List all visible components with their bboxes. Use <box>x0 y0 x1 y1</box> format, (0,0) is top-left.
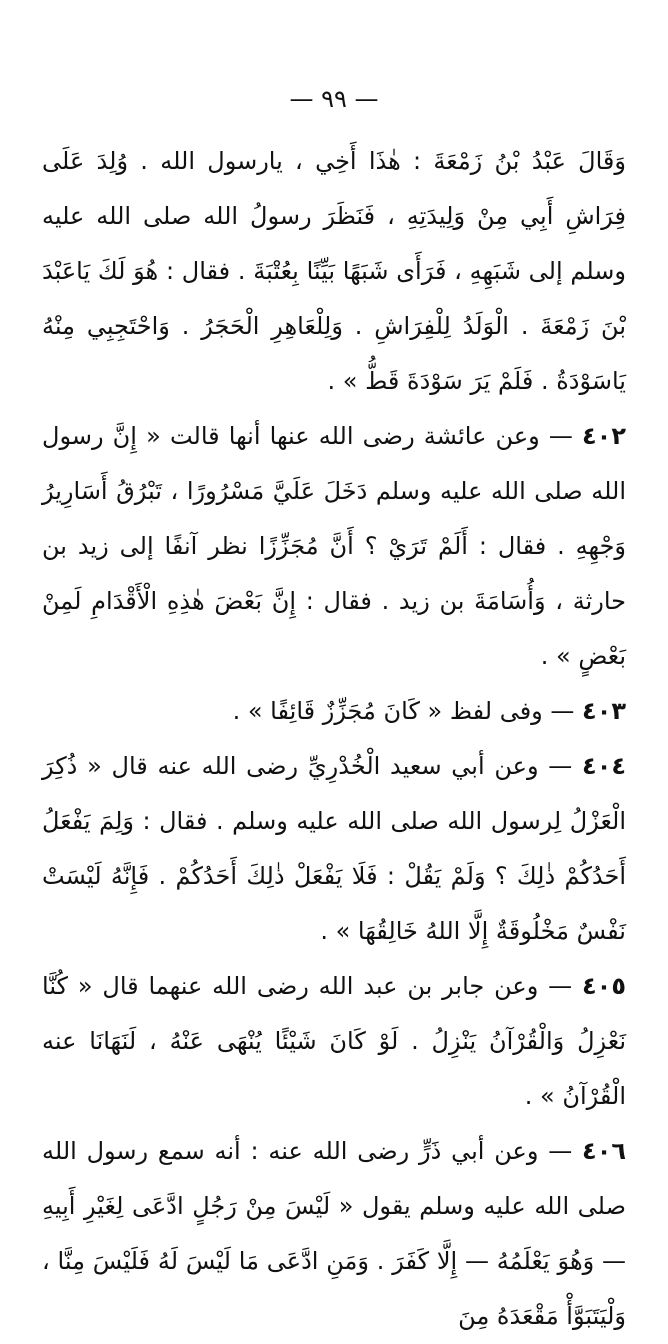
hadith-404 <box>42 739 626 959</box>
hadith-number: ٤٠٥ <box>582 972 626 1000</box>
paragraph-text: — وعن أبي سعيد الْخُدْرِيِّ رضى الله عنه قال « ذُكِرَ الْعَزْلُ لِرسول الله صلى الله عليه وسلم . فقال : وَلِمَ يَفْعَلُ أَحَدُكُمْ ذٰلِكَ ؟ وَلَمْ يَقُلْ : فَلَا يَفْعَلْ ذٰلِكَ أَحَدُكُمْ . فَإِنَّهُ لَيْسَتْ نَفْسٌ مَخْلُوقَةٌ إِلَّا اللهُ خَالِقُهَا » . <box>42 752 626 945</box>
hadith-405 <box>42 959 626 1124</box>
hadith-text <box>42 134 626 1344</box>
hadith-number: ٤٠٣ <box>582 697 626 725</box>
paragraph-text: وَقَالَ عَبْدُ بْنُ زَمْعَةَ : هٰذَا أَخِي ، يارسول الله . وُلِدَ عَلَى فِرَاشِ أَبِي مِنْ وَلِيدَتِهِ ، فَنَظَرَ رسولُ الله صلى الله عليه وسلم إلى شَبَهِهِ ، فَرَأَى شَبَهًا بَيِّنًا بِعُتْبَةَ . فقال : هُوَ لَكَ يَاعَبْدَ بْنَ زَمْعَةَ . الْوَلَدُ لِلْفِرَاشِ . وَلِلْعَاهِرِ الْحَجَرُ . وَاحْتَجِبِي مِنْهُ يَاسَوْدَةُ . فَلَمْ يَرَ سَوْدَةَ قَطُّ » . <box>42 147 626 395</box>
hadith-number: ٤٠٢ <box>582 422 626 450</box>
hadith-406 <box>42 1124 626 1344</box>
hadith-number: ٤٠٦ <box>582 1137 626 1165</box>
hadith-403 <box>42 684 626 739</box>
paragraph-text: — وعن جابر بن عبد الله رضى الله عنهما قال « كُنَّا نَعْزِلُ وَالْقُرْآنُ يَنْزِلُ . لَوْ كَانَ شَيْئًا يُنْهَى عَنْهُ ، لَنَهَانَا عنه الْقُرْآنُ » . <box>42 972 626 1110</box>
hadith-number: ٤٠٤ <box>582 752 626 780</box>
page-number: — ٩٩ — <box>289 85 379 113</box>
paragraph-continuation <box>42 134 626 409</box>
paragraph-text: — وعن عائشة رضى الله عنها أنها قالت « إِنَّ رسول الله صلى الله عليه وسلم دَخَلَ عَلَيَّ مَسْرُورًا ، تَبْرُقُ أَسَارِيرُ وَجْهِهِ . فقال : أَلَمْ تَرَيْ ؟ أَنَّ مُجَزِّزًا نظر آنفًا إلى زيد بن حارثة ، وَأُسَامَةَ بن زيد . فقال : إِنَّ بَعْضَ هٰذِهِ الْأَقْدَامِ لَمِنْ بَعْضٍ » . <box>42 422 626 670</box>
hadith-402 <box>42 409 626 684</box>
paragraph-text: — وفى لفظ « كَانَ مُجَزِّزٌ قَائِفًا » . <box>232 697 575 725</box>
paragraph-text: — وعن أبي ذَرٍّ رضى الله عنه : أنه سمع رسول الله صلى الله عليه وسلم يقول « لَيْسَ مِنْ رَجُلٍ ادَّعَى لِغَيْرِ أَبِيهِ — وَهُوَ يَعْلَمُهُ — إِلَّا كَفَرَ . وَمَنِ ادَّعَى مَا لَيْسَ لَهُ فَلَيْسَ مِنَّا ، وَلْيَتَبَوَّأْ مَقْعَدَهُ مِنَ <box>42 1137 626 1330</box>
